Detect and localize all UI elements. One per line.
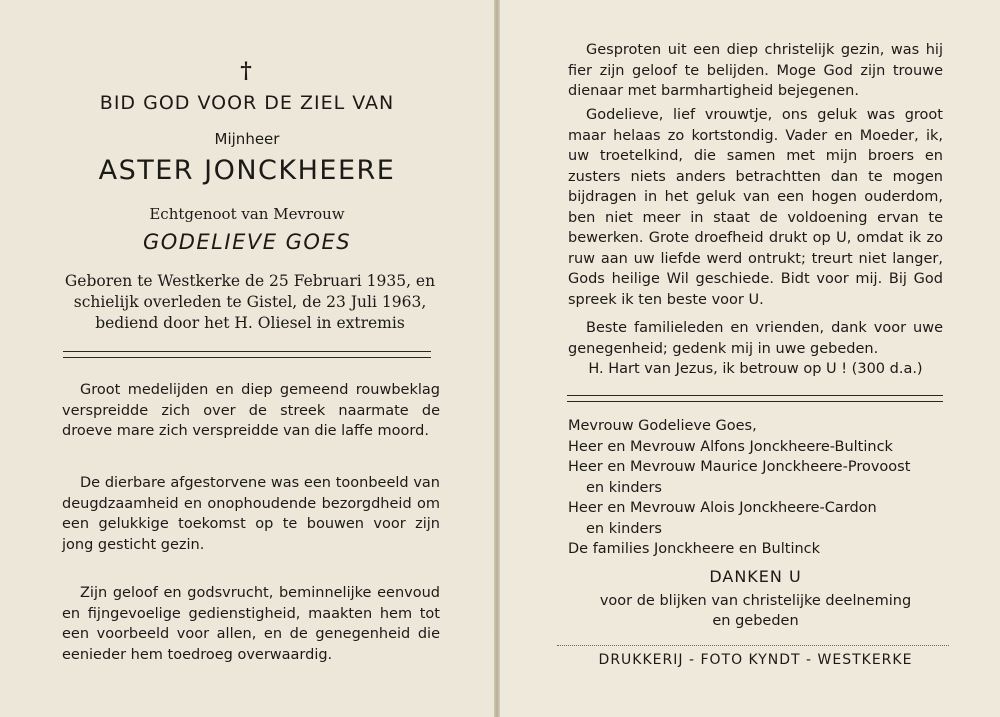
printer-divider (557, 645, 949, 646)
family-member: Heer en Mevrouw Alfons Jonckheere-Bultinck (568, 438, 893, 455)
family-member: en kinders (586, 520, 662, 537)
right-paragraph-3: Beste familieleden en vrienden, dank voor uwe genegenheid; gedenk mij in uwe gebeden. (568, 320, 943, 357)
family-member: De families Jonckheere en Bultinck (568, 541, 821, 557)
honorific: Mijnheer (214, 130, 280, 148)
double-rule-right (567, 395, 943, 402)
right-paragraph-1: Gesproten uit een diep christelijk gezin, was hij fier zijn geloof te belijden. Moge God zijn trouwe dienaar met barmhartigheid bejegenen. (568, 42, 943, 99)
deceased-name: ASTER JONCKHEERE (98, 155, 396, 186)
family-list (568, 416, 948, 560)
left-paragraph-1: Groot medelijden en diep gemeend rouwbeklag verspreidde zich over de streek naarmate de droeve mare zich verspreidde van die laffe moord. (62, 382, 440, 439)
birth-death-details (55, 271, 445, 334)
left-paragraph-2: De dierbare afgestorvene was een toonbeeld van deugdzaamheid en onophoudende bezorgdheid om een gelukkige toekomst op te bouwen voor zijn jong gesticht gezin. (62, 475, 440, 553)
family-member: Mevrouw Godelieve Goes, (568, 418, 757, 434)
death-line: schielijk overleden te Gistel, de 23 Juli 1963, (73, 293, 427, 311)
thanks-line-2: en gebeden (712, 613, 799, 629)
thanks-line-1: voor de blijken van christelijke deelneming (599, 593, 912, 609)
spouse-label: Echtgenoot van Mevrouw (149, 205, 345, 223)
thanks-heading: DANKEN U (709, 567, 802, 586)
cross-icon: † (240, 58, 252, 84)
right-paragraph-2: Godelieve, lief vrouwtje, ons geluk was groot maar helaas zo kortstondig. Vader en Moeder, ik, uw troetelkind, die samen met mijn broers en zusters niets anders betrachtten dan te mogen bijdragen in het geluk van een hogen ouderdom, ben niet meer in staat de voldoening ervan te bewerken. Grote droefheid drukt op U, omdat ik zo ruw aan uw liefde werd ontrukt; treurt niet langer, Gods heilige Wil geschiede. Bidt voor mij. Bij God spreek ik ten beste voor U. (568, 107, 943, 308)
sacrament-line: bediend door het H. Oliesel in extremis (95, 314, 405, 332)
birth-line: Geboren te Westkerke de 25 Februari 1935, en (64, 272, 436, 290)
double-rule-left (63, 351, 431, 358)
family-member: Heer en Mevrouw Maurice Jonckheere-Provoost (568, 459, 911, 475)
prayer-heading: BID GOD VOOR DE ZIEL VAN (99, 92, 395, 114)
family-member: en kinders (586, 479, 662, 496)
family-member: Heer en Mevrouw Alois Jonckheere-Cardon (568, 500, 877, 516)
spouse-name: GODELIEVE GOES (142, 230, 352, 254)
invocation-line: H. Hart van Jezus, ik betrouw op U ! (300 d.a.) (588, 361, 923, 377)
printer-credit: DRUKKERIJ - FOTO KYNDT - WESTKERKE (598, 652, 913, 668)
left-paragraph-3: Zijn geloof en godsvrucht, beminnelijke eenvoud en fijngevoelige gedienstigheid, maakten hem tot een voorbeeld voor allen, en de genegenheid die eenieder hem toedroeg overwaardig. (62, 585, 440, 663)
